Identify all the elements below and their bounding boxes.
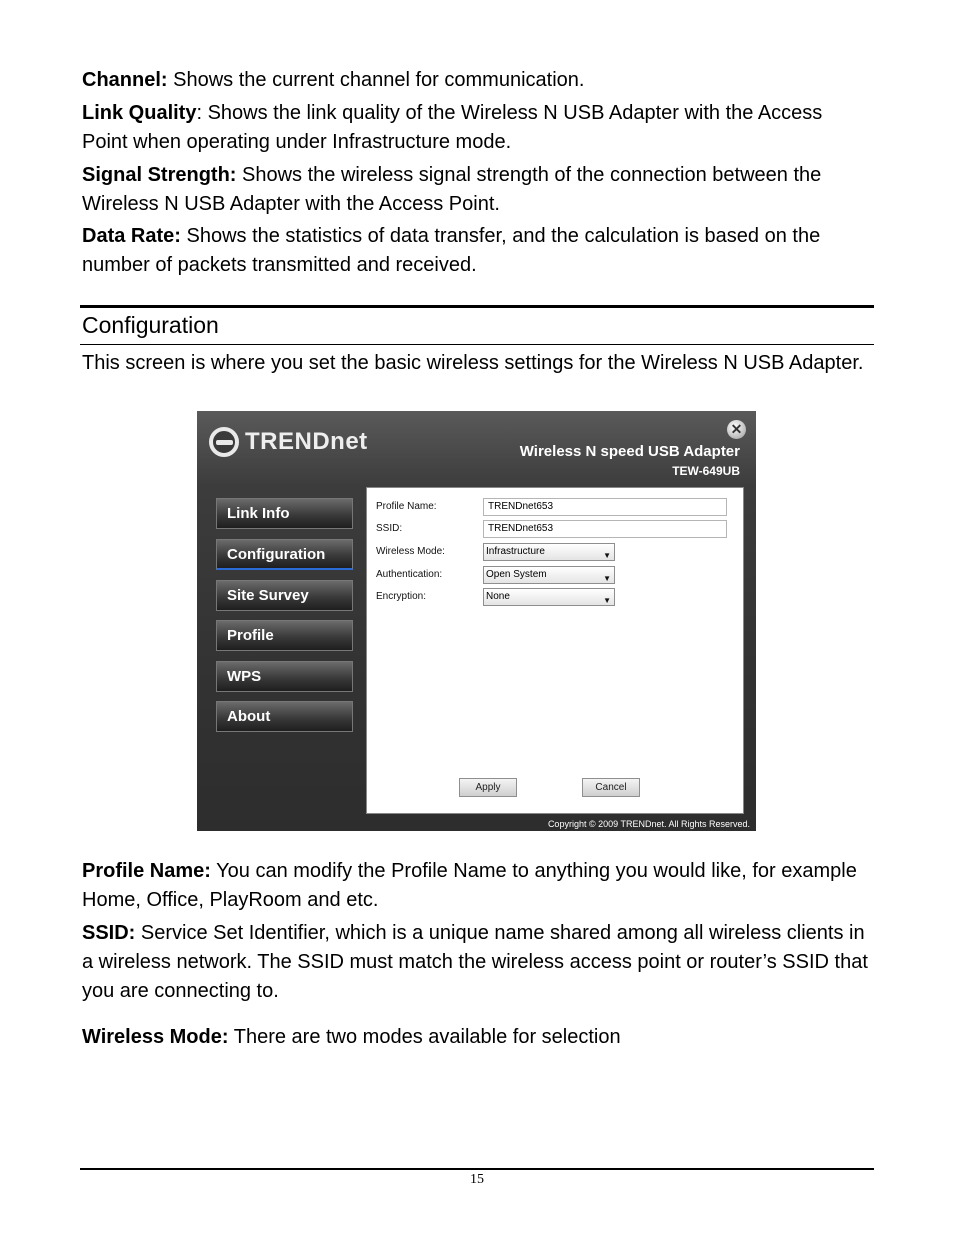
profile-name-paragraph bbox=[82, 857, 872, 915]
wireless-mode-label: Wireless Mode: bbox=[376, 546, 445, 557]
close-icon[interactable]: ✕ bbox=[727, 420, 746, 439]
nav-link-info[interactable]: Link Info bbox=[216, 498, 353, 529]
data-rate-text: Shows the statistics of data transfer, and the calculation is based on the number of packets transmitted and received. bbox=[82, 225, 821, 276]
profile-name-text: You can modify the Profile Name to anything you would like, for example Home, Office, PlayRoom and etc. bbox=[82, 860, 857, 911]
nav-wps[interactable]: WPS bbox=[216, 661, 353, 692]
section-intro: This screen is where you set the basic wireless settings for the Wireless N USB Adapter. bbox=[82, 352, 864, 374]
profile-name-input[interactable]: TRENDnet653 bbox=[483, 498, 727, 516]
ssid-label: SSID: bbox=[376, 523, 403, 534]
authentication-select[interactable] bbox=[483, 566, 615, 584]
wireless-mode-text: There are two modes available for selection bbox=[228, 1026, 621, 1048]
profile-name-term: Profile Name: bbox=[82, 860, 211, 882]
nav-profile[interactable]: Profile bbox=[216, 620, 353, 651]
wireless-mode-term: Wireless Mode: bbox=[82, 1026, 229, 1048]
ssid-paragraph bbox=[82, 919, 872, 1006]
app-model: TEW-649UB bbox=[672, 464, 740, 478]
trendnet-logo-text: TRENDnet bbox=[245, 428, 368, 455]
signal-strength-text: Shows the wireless signal strength of the connection between the Wireless N USB Adapter with the Access Point. bbox=[82, 164, 822, 215]
encryption-label: Encryption: bbox=[376, 591, 427, 602]
data-rate-term: Data Rate: bbox=[82, 225, 181, 247]
trendnet-logo bbox=[209, 427, 368, 457]
link-quality-paragraph bbox=[82, 99, 872, 157]
trendnet-logo-icon bbox=[209, 427, 239, 457]
ssid-text: Service Set Identifier, which is a unique name shared among all wireless clients in a wireless network. The SSID must match the wireless access point or router’s SSID that you are connecting to. bbox=[82, 922, 868, 1002]
authentication-value: Open System bbox=[486, 569, 547, 580]
signal-strength-term: Signal Strength: bbox=[82, 164, 237, 186]
channel-paragraph bbox=[82, 66, 872, 95]
section-title: Configuration bbox=[82, 312, 219, 338]
chevron-down-icon: ▼ bbox=[603, 596, 611, 605]
chevron-down-icon: ▼ bbox=[603, 551, 611, 560]
wireless-mode-select[interactable] bbox=[483, 543, 615, 561]
app-window bbox=[197, 411, 756, 831]
nav-site-survey[interactable]: Site Survey bbox=[216, 580, 353, 611]
link-quality-term: Link Quality bbox=[82, 102, 197, 124]
ssid-term: SSID: bbox=[82, 922, 136, 944]
configuration-panel bbox=[366, 487, 744, 814]
channel-text: Shows the current channel for communication. bbox=[167, 69, 585, 91]
section-rule-top bbox=[80, 305, 874, 308]
chevron-down-icon: ▼ bbox=[603, 574, 611, 583]
ssid-input[interactable]: TRENDnet653 bbox=[483, 520, 727, 538]
wireless-mode-value: Infrastructure bbox=[486, 546, 545, 557]
apply-button[interactable]: Apply bbox=[459, 778, 517, 797]
footer-rule bbox=[80, 1168, 874, 1170]
encryption-select[interactable] bbox=[483, 588, 615, 606]
nav-configuration[interactable]: Configuration bbox=[216, 539, 353, 570]
profile-name-label: Profile Name: bbox=[376, 501, 437, 512]
page-number: 15 bbox=[470, 1172, 484, 1187]
channel-term: Channel: bbox=[82, 69, 168, 91]
signal-strength-paragraph bbox=[82, 161, 872, 219]
encryption-value: None bbox=[486, 591, 510, 602]
link-quality-text: : Shows the link quality of the Wireless N USB Adapter with the Access Point when operating under Infrastructure mode. bbox=[82, 102, 823, 153]
data-rate-paragraph bbox=[82, 222, 872, 280]
copyright-text: Copyright © 2009 TRENDnet. All Rights Reserved. bbox=[547, 819, 750, 829]
cancel-button[interactable]: Cancel bbox=[582, 778, 640, 797]
authentication-label: Authentication: bbox=[376, 569, 443, 580]
app-title: Wireless N speed USB Adapter bbox=[519, 443, 740, 460]
wireless-mode-paragraph bbox=[82, 1023, 872, 1052]
section-rule-bottom bbox=[80, 344, 874, 345]
nav-about[interactable]: About bbox=[216, 701, 353, 732]
